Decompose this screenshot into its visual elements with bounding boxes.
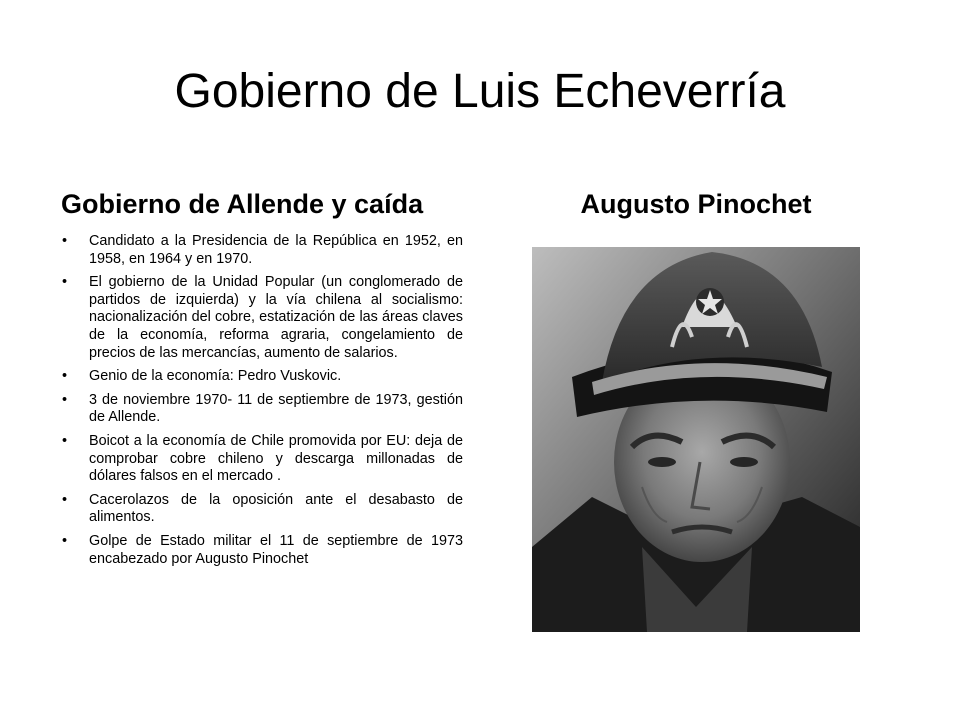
bullet-text: Boicot a la economía de Chile promovida por EU: deja de comprobar cobre chileno y descarga millonadas de dólares falsos en el mercado . (89, 432, 463, 485)
bullet-text: Cacerolazos de la oposición ante el desabasto de alimentos. (89, 491, 463, 526)
bullet-icon: • (62, 274, 68, 291)
bullet-icon: • (62, 491, 68, 508)
bullet-text: Golpe de Estado militar el 11 de septiembre de 1973 encabezado por Augusto Pinochet (89, 532, 463, 567)
bullet-icon: • (62, 368, 68, 385)
list-item (62, 533, 463, 568)
bullet-text: El gobierno de la Unidad Popular (un conglomerado de partidos de izquierda) y la vía chilena al socialismo: nacionalización del cobre, estatización de las áreas claves de la economía, reforma agraria, congelamiento de precios de las mercancías, aumento de salarios. (89, 274, 463, 361)
bullet-icon: • (62, 432, 68, 449)
bullet-text: Candidato a la Presidencia de la República en 1952, en 1958, en 1964 y en 1970. (89, 233, 463, 267)
portrait-illustration (532, 247, 860, 632)
slide-title: Gobierno de Luis Echeverría (174, 65, 786, 118)
portrait-photo (532, 247, 860, 632)
bullet-icon: • (62, 391, 68, 408)
list-item (62, 274, 463, 362)
bullet-list (62, 233, 463, 574)
bullet-icon: • (62, 233, 68, 249)
bullet-text: 3 de noviembre 1970- 11 de septiembre de 1973, gestión de Allende. (89, 391, 463, 426)
bullet-icon: • (62, 532, 68, 549)
list-item (62, 233, 463, 268)
right-column-heading: Augusto Pinochet (580, 189, 812, 219)
bullet-text: Genio de la economía: Pedro Vuskovic. (89, 368, 342, 385)
left-column-heading: Gobierno de Allende y caída (61, 189, 424, 219)
list-item (62, 433, 463, 486)
list-item (62, 368, 463, 386)
list-item (62, 492, 463, 527)
list-item (62, 392, 463, 427)
